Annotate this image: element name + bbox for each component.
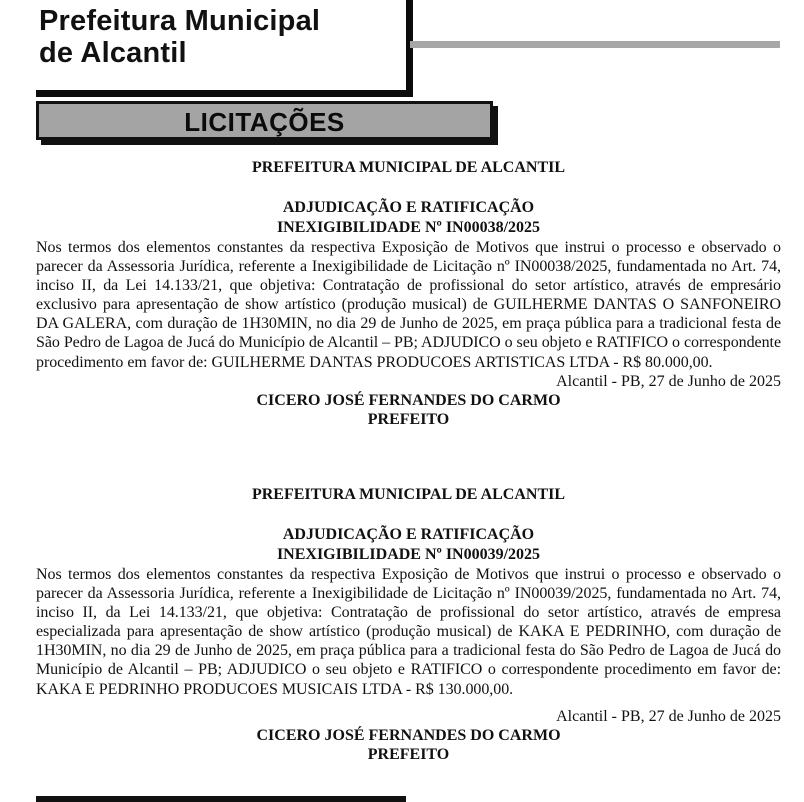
notice-role: PREFEITO bbox=[367, 745, 450, 763]
notice-role: PREFEITO bbox=[367, 410, 450, 428]
notice bbox=[36, 158, 781, 429]
notice-org: PREFEITURA MUNICIPAL DE ALCANTIL bbox=[251, 486, 566, 503]
notice-body: Nos termos dos elementos constantes da respectiva Exposição de Motivos que instrui o processo e observado o parecer da Assessoria Jurídica, referente a Inexigibilidade de Licitação nº IN00038/2025, fundamentada no Art. 74, inciso II, da Lei 14.133/21, que objetiva: Contratação de profissional do setor artístico, através de empresário exclusivo para apresentação de show artístico (produção musical) de GUILHERME DANTAS O SANFONEIRO DA GALERA, com duração de 1H30MIN, no dia 29 de Junho de 2025, em praça pública para a tradicional festa de São Pedro de Lagoa de Jucá do Município de Alcantil – PB; ADJUDICO o seu objeto e RATIFICO o correspondente procedimento em favor de: GUILHERME DANTAS PRODUCOES ARTISTICAS LTDA - R$ 80.000,00. bbox=[36, 239, 781, 371]
notice-number: INEXIGIBILIDADE Nº IN00039/2025 bbox=[276, 546, 541, 563]
notice-dateline: Alcantil - PB, 27 de Junho de 2025 bbox=[556, 707, 781, 725]
section-banner bbox=[36, 101, 493, 140]
notice-signer: CICERO JOSÉ FERNANDES DO CARMO bbox=[256, 391, 561, 409]
notice-signer: CICERO JOSÉ FERNANDES DO CARMO bbox=[256, 726, 561, 744]
notice-number: INEXIGIBILIDADE Nº IN00038/2025 bbox=[276, 219, 541, 236]
masthead-title: Prefeitura Municipal de Alcantil bbox=[39, 5, 321, 69]
masthead-rule bbox=[410, 41, 780, 48]
notice-heading: ADJUDICAÇÃO E RATIFICAÇÃO bbox=[282, 199, 535, 216]
section-label: LICITAÇÕES bbox=[184, 107, 345, 137]
notice bbox=[36, 485, 781, 764]
notice-org: PREFEITURA MUNICIPAL DE ALCANTIL bbox=[251, 159, 566, 176]
masthead bbox=[36, 0, 413, 97]
notice-dateline: Alcantil - PB, 27 de Junho de 2025 bbox=[556, 372, 781, 390]
notice-body: Nos termos dos elementos constantes da respectiva Exposição de Motivos que instrui o processo e observado o parecer da Assessoria Jurídica, referente a Inexigibilidade de Licitação nº IN00039/2025, fundamentada no Art. 74, inciso II, da Lei 14.133/21, que objetiva: Contratação de profissional do setor artístico, através de empresa especializada para apresentação de show artístico (produção musical) de KAKA E PEDRINHO, com duração de 1H30MIN, no dia 29 de Junho de 2025, em praça pública para a tradicional festa do São Pedro de Lagoa de Jucá do Município de Alcantil – PB; ADJUDICO o seu objeto e RATIFICO o correspondente procedimento em favor de: KAKA E PEDRINHO PRODUCOES MUSICAIS LTDA - R$ 130.000,00. bbox=[36, 566, 781, 698]
notice-heading: ADJUDICAÇÃO E RATIFICAÇÃO bbox=[282, 526, 535, 543]
bottom-rule bbox=[36, 796, 406, 802]
